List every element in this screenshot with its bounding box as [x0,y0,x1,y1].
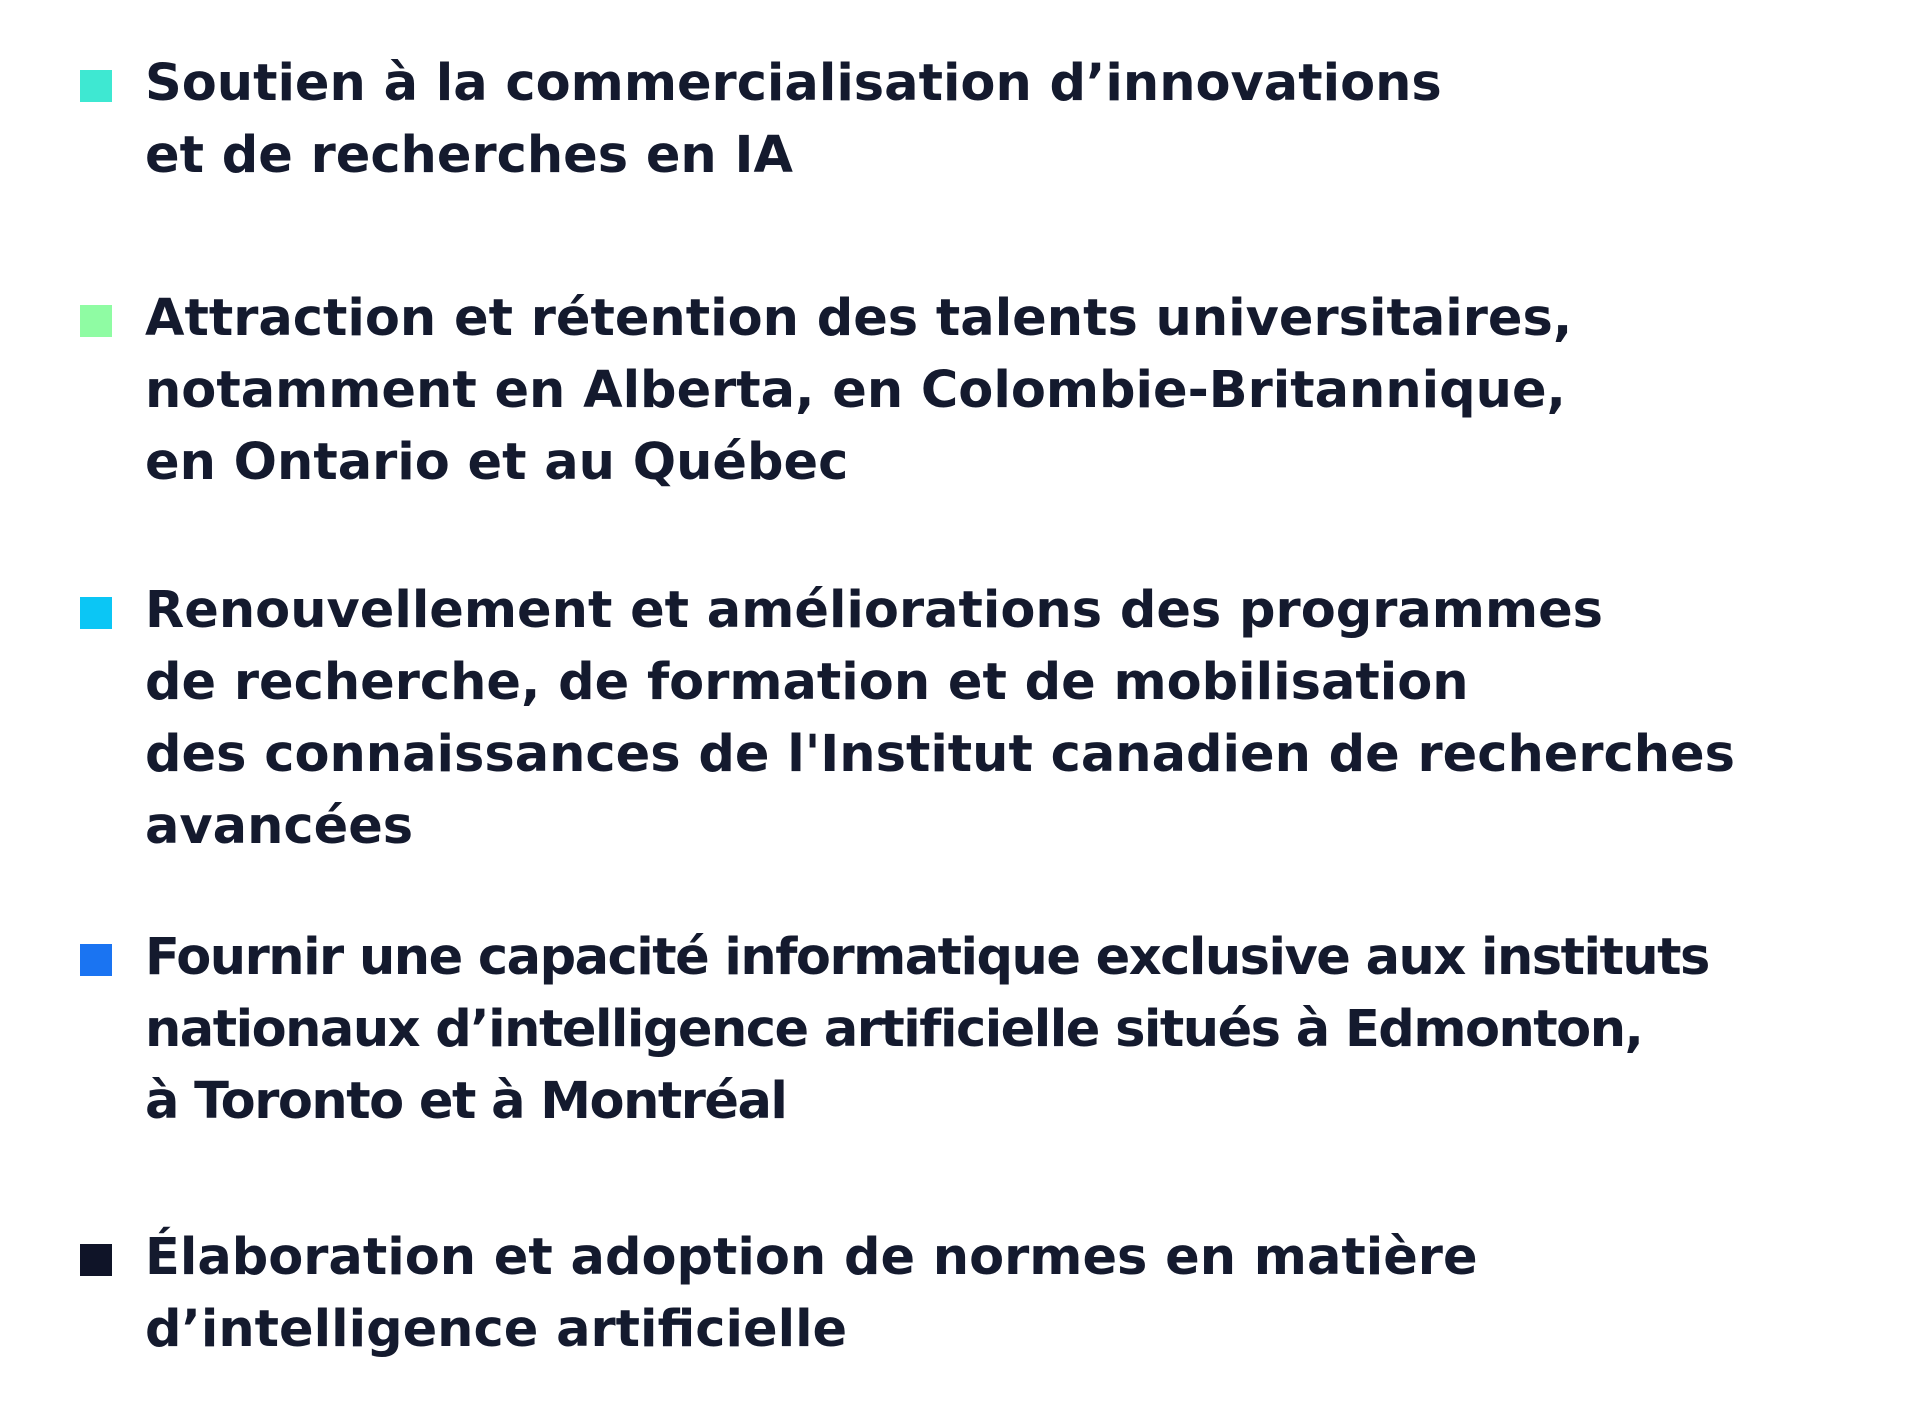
list-item [0,48,1920,185]
square-bullet-icon [80,70,112,102]
list-item-line: d’intelligence artificielle [145,1300,848,1359]
list-item-line: avancées [145,797,414,856]
square-bullet-icon [80,944,112,976]
list-item [0,1222,1920,1359]
list-item-line: Attraction et rétention des talents universitaires, [145,289,1573,348]
list-item-text [145,575,1735,863]
list-item-line: à Toronto et à Montréal [145,1072,787,1131]
list-item-line: de recherche, de formation et de mobilisation [145,653,1469,712]
list-item-line: en Ontario et au Québec [145,433,849,492]
list-item-line: Renouvellement et améliorations des programmes [145,581,1604,640]
square-bullet-icon [80,305,112,337]
square-bullet-icon [80,1244,112,1276]
list-item-text [145,283,1572,499]
list-item-line: Élaboration et adoption de normes en matière [145,1228,1478,1287]
list-item [0,922,1920,1131]
list-item-text [145,1222,1478,1366]
list-item-text [145,922,1709,1138]
list-item [0,575,1920,856]
list-item-line: nationaux d’intelligence artificielle situés à Edmonton, [145,1000,1643,1059]
list-item-line: Fournir une capacité informatique exclusive aux instituts [145,928,1709,987]
list-item-line: et de recherches en IA [145,126,793,185]
list-item-line: notamment en Alberta, en Colombie-Britannique, [145,361,1566,420]
list-item-line: Soutien à la commercialisation d’innovations [145,54,1442,113]
square-bullet-icon [80,597,112,629]
list-item [0,283,1920,492]
list-item-line: des connaissances de l'Institut canadien de recherches [145,725,1735,784]
list-item-text [145,48,1442,192]
